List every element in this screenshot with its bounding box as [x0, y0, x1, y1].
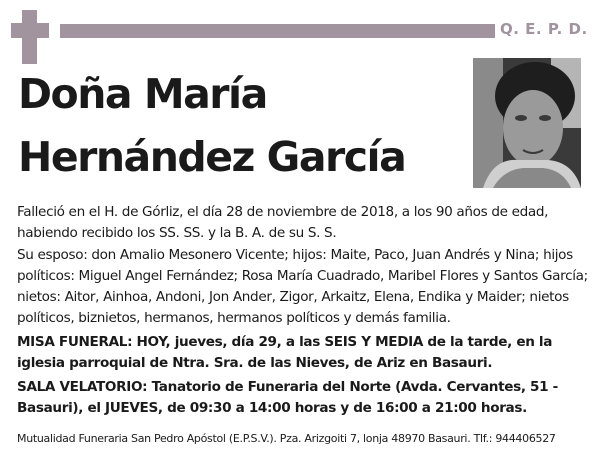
qepd-label: Q. E. P. D. — [500, 20, 588, 38]
cross-icon — [11, 10, 49, 64]
deceased-name-line2: Hernández García — [18, 133, 406, 181]
family-paragraph: Su esposo: don Amalio Mesonero Vicente; hijos: Maite, Paco, Juan Andrés y Nina; hijos políticos: Miguel Angel Fernández; Rosa María Cuadrado, Maribel Flores y Santos García; nietos: Aitor, Ainhoa, Andoni, Jon Ander, Zigor, Arkaitz, Elena, Endika y Maider; nietos políticos, biznietos, hermanos, hermanos políticos y demás familia. — [17, 247, 588, 326]
header-rule — [60, 24, 495, 38]
deceased-name-line1: Doña María — [18, 70, 267, 118]
funeral-home-footer: Mutualidad Funeraria San Pedro Apóstol (E.P.S.V.). Pza. Arizgoiti 7, lonja 48970 Basauri. Tlf.: 944406527 — [17, 432, 556, 445]
death-notice-paragraph: Falleció en el H. de Górliz, el día 28 de noviembre de 2018, a los 90 años de edad, habiendo recibido los SS. SS. y la B. A. de su S. S. — [17, 204, 549, 241]
funeral-mass-paragraph: MISA FUNERAL: HOY, jueves, día 29, a las SEIS Y MEDIA de la tarde, en la iglesia parroquial de Ntra. Sra. de las Nieves, de Ariz en Basauri. — [17, 334, 553, 371]
portrait-photo — [473, 58, 581, 188]
wake-room-paragraph: SALA VELATORIO: Tanatorio de Funeraria del Norte (Avda. Cervantes, 51 - Basauri), el JUEVES, de 09:30 a 14:00 horas y de 16:00 a 21:00 horas. — [17, 379, 558, 416]
